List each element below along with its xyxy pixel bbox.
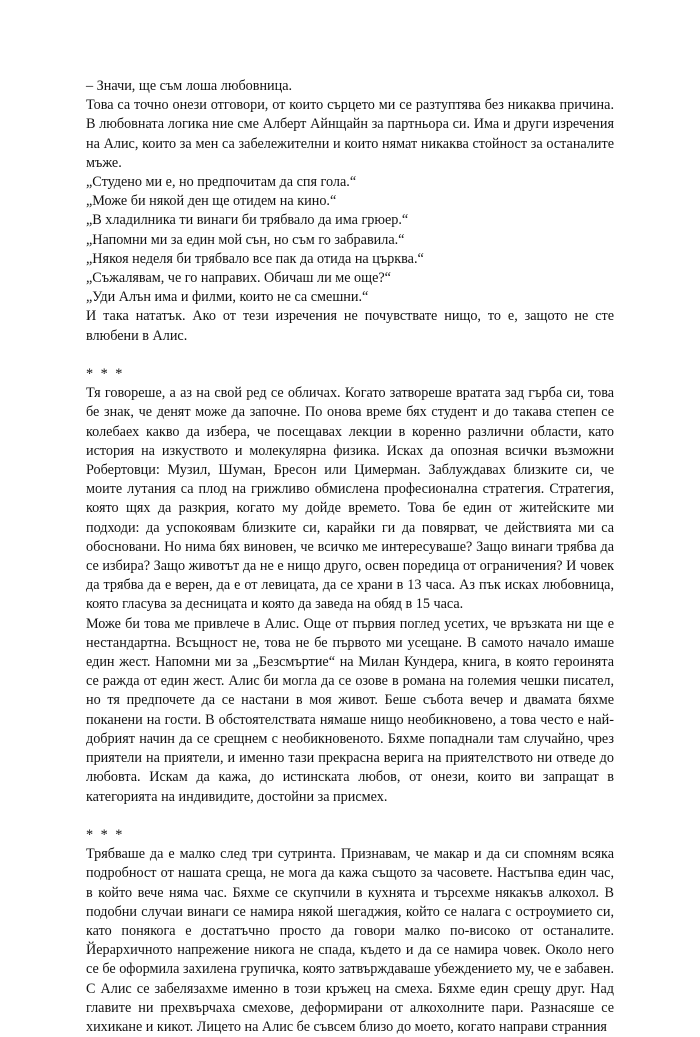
paragraph-section3-1: Трябваше да е малко след три сутринта. Признавам, че макар и да си спомням всяка подробност от нашата среща, не мога да кажа същото за часовете. Настъпва един час, в който вече няма час. Бяхме се скупчили в кухнята и търсехме някакъв алкохол. В подобни случаи винаги се намира някой шегаджия, който се налага с остроумието си, като понякога е достатъчно просто да говори малко по-високо от останалите. Йерархичното напрежение никога не спада, където и да се намира човек. Около него се бе оформила захилена групичка, която затвърждаваше убеждението му, че е забавен. С Алис се забелязахме именно в този кръжец на смеха. Бяхме един срещу друг. Над главите ни прехвърчаха смехове, деформирани от алкохолните пари. Разнасяше се хихикане и кикот. Лицето на Алис бе съвсем близо до моето, когато направи странния [86, 846, 614, 1035]
paragraph-closing: И така нататък. Ако от тези изречения не почувствате нищо, то е, защото не сте влюбени в Алис. [86, 308, 614, 344]
blank-spacer [86, 807, 614, 826]
quote-line-2: „Може би някой ден ще отидем на кино.“ [86, 193, 337, 210]
quote-line-7: „Уди Алън има и филми, които не са смешни.“ [86, 289, 369, 306]
blank-spacer [86, 346, 614, 365]
quote-line-3: „В хладилника ти винаги би трябвало да има грюер.“ [86, 212, 409, 229]
quote-line-1: „Студено ми е, но предпочитам да спя гола.“ [86, 174, 357, 191]
dialogue-line: – Значи, ще съм лоша любовница. [86, 78, 293, 94]
document-page [86, 77, 614, 1037]
paragraph-section2-1: Тя говореше, а аз на свой ред се обличах. Когато затвореше вратата зад гърба си, това бе знак, че денят може да започне. По онова време бях студент и до такава степен се колебаех какво да избера, че посещавах лекции в коренно различни области, като история на изкуството и молекулярна физика. Исках да опозная всички възможни Робертовци: Музил, Шуман, Бресон или Цимерман. Заблуждавах близките си, че моите лутания са плод на грижливо обмислена професионална стратегия. Стратегия, която щях да разкрия, когато му дойде времето. Това бе един от житейските ми подходи: да успокоявам близките си, карайки ги да повярват, че действията ми са обосновани. Но нима бях виновен, че всичко ме интересуваше? Защо винаги трябва да се избира? Защо животът да не е нищо друго, освен поредица от ограничения? И човек да трябва да е верен, да е от левицата, да се храни в 13 часа. Аз пък исках любовница, която гласува за десницата и която да заведа на обяд в 15 часа. [86, 385, 614, 613]
quote-line-6: „Съжалявам, че го направих. Обичаш ли ме още?“ [86, 270, 391, 287]
section-separator-1: * * * [86, 366, 125, 383]
quote-line-4: „Напомни ми за един мой сън, но съм го забравила.“ [86, 231, 405, 248]
paragraph-answers: Това са точно онези отговори, от които сърцето ми се разтуптява без никаква причина. В любовната логика ние сме Алберт Айнщайн за партньора си. Има и други изречения на Алис, които за мен са забележителни и които нямат никаква стойност за останалите мъже. [86, 97, 614, 171]
quote-line-5: „Някоя неделя би трябвало все пак да отида на църква.“ [86, 250, 424, 267]
paragraph-section2-2: Може би това ме привлече в Алис. Още от първия поглед усетих, че връзката ни ще е нестандартна. Всъщност не, това не бе първото ми усещане. В самото начало имаше един жест. Напомни ми за „Безсмъртие“ на Милан Кундера, книга, в която героинята се ражда от един жест. Алис би могла да се озове в романа на големия чешки писател, но тя предпочете да се настани в моя живот. Беше събота вечер и двамата бяхме поканени на гости. В обстоятелствата нямаше нищо необикновено, а това често е най-добрият начин да се срещнем с необикновеното. Бяхме попаднали там случайно, чрез приятели на приятели, и именно тази прекрасна верига на приятелството ни отведе до любовта. Искам да кажа, до истинската любов, от онези, които ви запращат в категорията на индивидите, достойни за присмех. [86, 615, 614, 805]
section-separator-2: * * * [86, 826, 125, 843]
